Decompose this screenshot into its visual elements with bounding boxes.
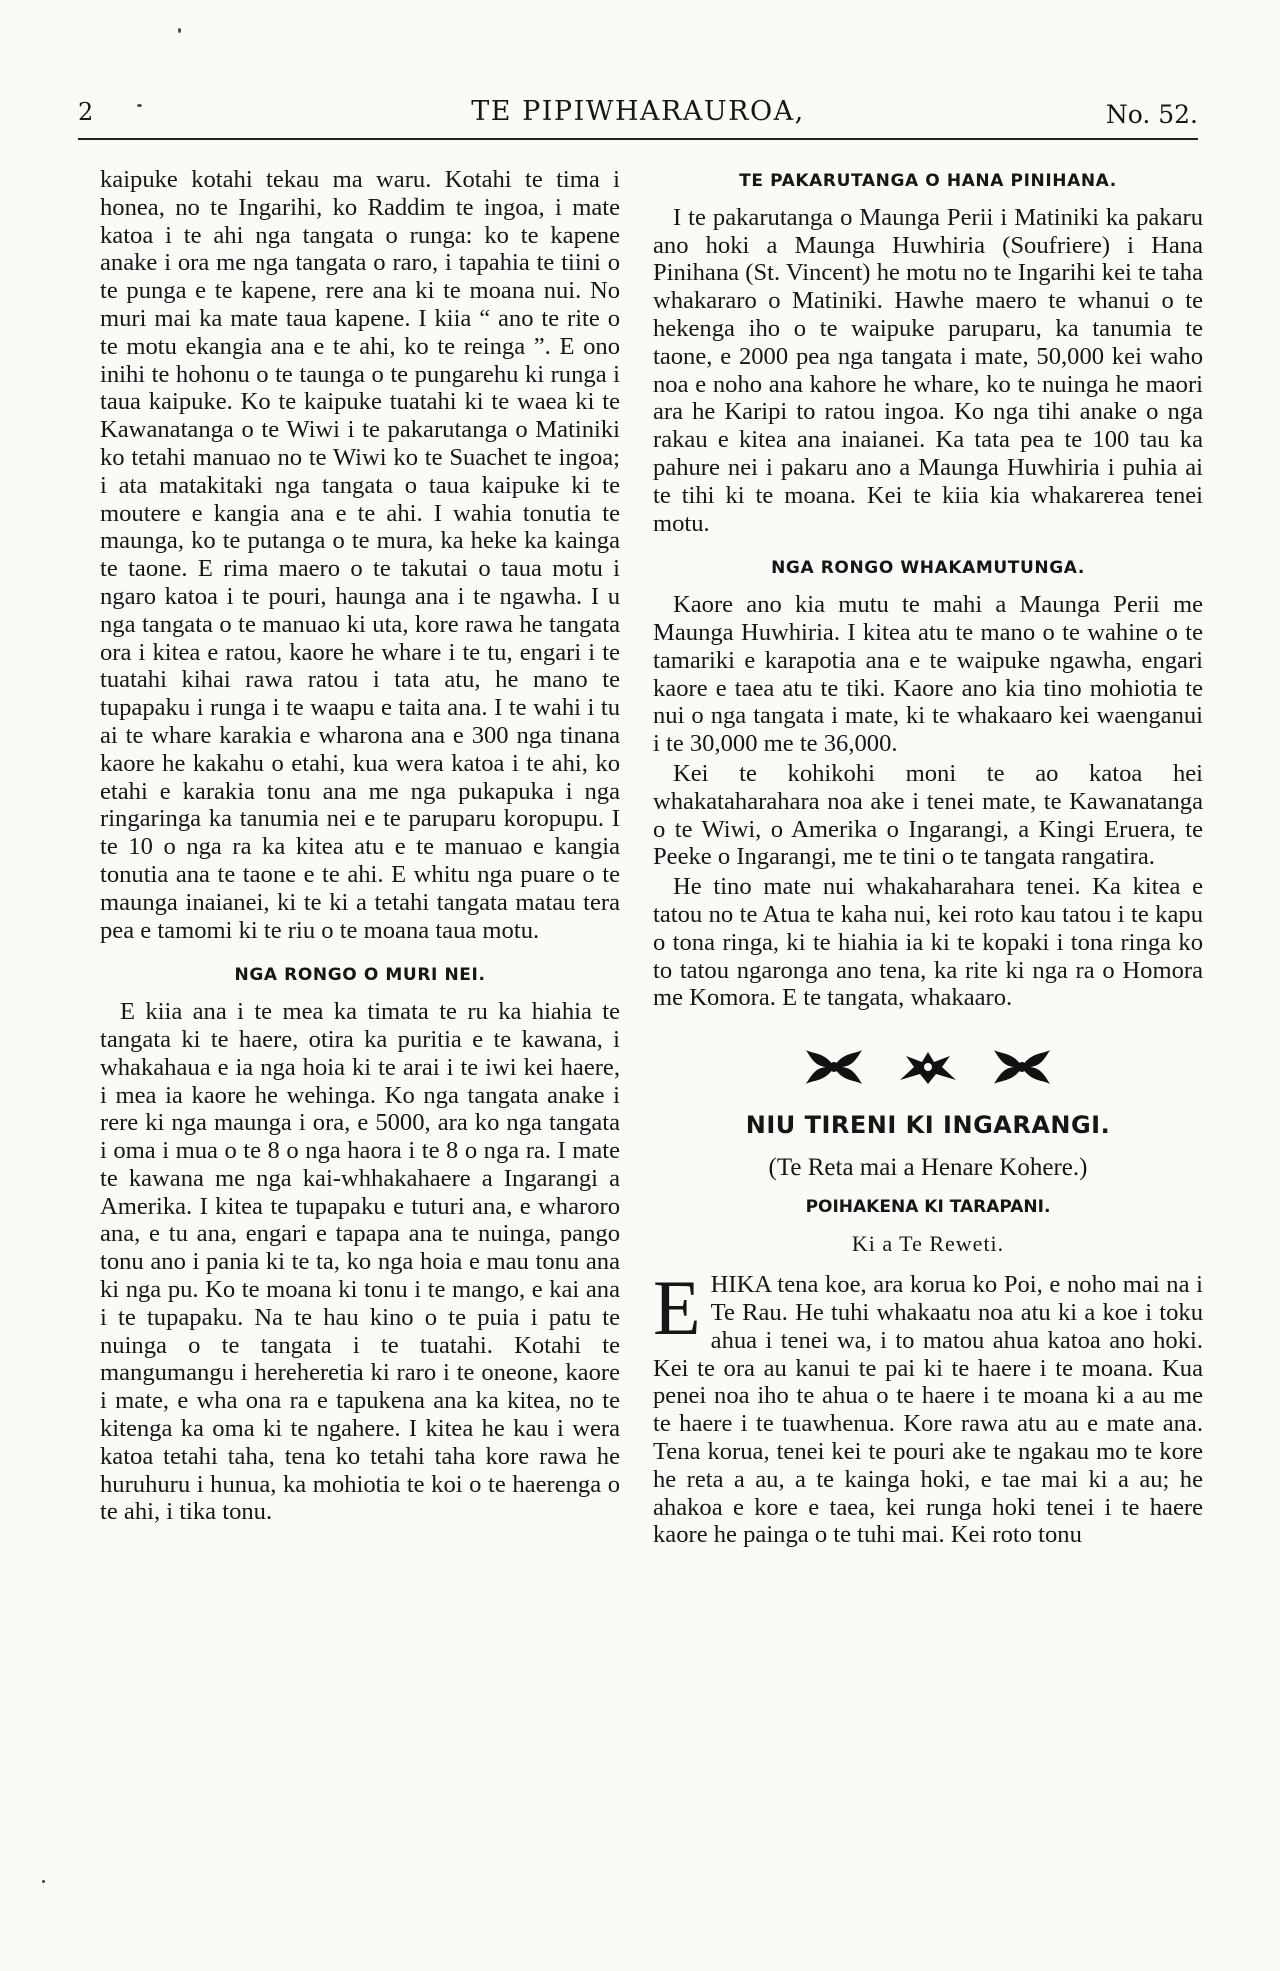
masthead-title: TE PIPIWHARAUROA, [471, 96, 805, 127]
article-paragraph: He tino mate nui whakaharahara tenei. Ka kitea e tatou no te Atua te kaha nui, kei roto kau tatou i te kapu o tona ringa, ki te hiahia ia ki te kopaki i tona ringa ko to tatou ngaronga ano tena, ka rite ki nga ra o Homora me Komora. E te tangata, whakaaro. [653, 873, 1203, 1012]
article-paragraph: kaipuke kotahi tekau ma waru. Kotahi te tima i honea, no te Ingarihi, ko Raddim te ingoa, i mate katoa i te ahi nga tangata o runga: ko te kapene anake i ora me nga tangata o raro, i tapahia te tiini o te punga e te kapene, rere ana ki te moana nui. No muri mai ka mate taua kapene. I kiia “ ano te rite o te motu ekangia ana e te ahi, ko te reinga ”. E ono inihi te hohonu o te taunga o te pungarehu ki runga i taua kaipuke. Ko te kaipuke tuatahi ki te waea ki te Kawanatanga o te Wiwi i te pakarutanga o Matiniki ko tetahi manuao no te Wiwi ko te Suachet te ingoa; i ata matakitaki nga tangata o taua kaipuke ki te moutere e kangia ana e te ahi. I wahia tonutia te maunga, ko te putanga o te mura, ka heke ka kainga te taone. E rima maero o te takutai o taua motu i ngaro katoa i te pouri, haunga ana i te ngawha. I u nga tangata o te manuao ki uta, kore rawa he tangata ora i kitea e ratou, kaore he whare i te tu, engari i te tuatahi kihai rawa ratou i tata atu, he mano te tupapaku i runga i te waapu e taita ana. I te wahi i tu ai te whare karakia e wharona ana e 300 nga tinana kaore he kakahu o etahi, kua wera katoa i te ahi, ko etahi e karakia tonu ana me nga pukapuka i nga ringaringa ka tanumia nei e te paruparu koropupu. I te 10 o nga ra ka kitea atu e te manuao e kangia tonutia ana te taone e te ahi. E whitu nga puare o te maunga inaianei, ki te ki a tetahi tangata matau tera pea e tamomi ki te riu o te moana taua motu. [100, 166, 620, 944]
right-column [653, 166, 1203, 1856]
issue-number: No. 52. [1105, 100, 1198, 129]
section-heading: NGA RONGO WHAKAMUTUNGA. [771, 558, 1085, 579]
article-paragraph: Kaore ano kia mutu te mahi a Maunga Perii me Maunga Huwhiria. I kitea atu te mano o te wahine o te tamariki e karapotia ana e te waipuke ngawha, engari kaore e taea atu te tiki. Kaore ano kia tino mohiotia te nui o nga tangata i mate, ki te whakaaro kei waenganui i te 30,000 me te 36,000. [653, 591, 1203, 758]
article-paragraph: I te pakarutanga o Maunga Perii i Matiniki ka pakaru ano hoki a Maunga Huwhiria (Soufriere) i Hana Pinihana (St. Vincent) he motu no te Ingarihi kei te taha whakararo o Matiniki. Hawhe maero te whanui o te hekenga iho o te waipuke paruparu, ka tanumia te taone, e 2000 pea nga tangata i mate, 50,000 kei waho noa e noho ana kahore he whare, ko te nuinga he maori ara he Karipi to ratou ingoa. Ko nga tihi anake o nga rakau e kitea ana inaianei. Ka tata pea te 100 tau ka pahure nei i pakaru ano a Maunga Huwhiria i puhia ai te tihi ki te moana. Kei te kiia kia whakarerea tenei motu. [653, 203, 1203, 537]
fleuron-icon [992, 1048, 1052, 1086]
print-speck [42, 1880, 45, 1883]
letter-text: HIKA tena koe, ara korua ko Poi, e noho mai na i Te Rau. He tuhi whakaatu noa atu ki a koe i toku ahua i tenei wa, i to matou ahua katoa ano hoki. Kei te ora au kanui te pai ki te haere i te moana. Kua penei noa iho te ahua o te haere i te moana ki a au me te haere i te tuawhenua. Kore rawa atu au e mate ana. Tena korua, tenei kei te pouri ake te ngakau mo te kore he reta a au, a te kainga hoki, e tae mai ki a au; he ahakoa e kore e taea, kei runga hoki tenei i te haere kaore he painga o te tuhi mai. Kei roto tonu [653, 1271, 1203, 1549]
article-paragraph: Kei te kohikohi moni te ao katoa hei whakataharahara noa ake i tenei mate, te Kawanatanga o te Wiwi, o Amerika o Ingarangi, a Kingi Eruera, te Peeke o Ingarangi, me te tini o te tangata rangatira. [653, 759, 1203, 871]
print-speck [137, 104, 142, 107]
section-heading: TE PAKARUTANGA O HANA PINIHANA. [739, 171, 1117, 191]
article-byline: (Te Reta mai a Henare Kohere.) [768, 1153, 1088, 1181]
page-header [78, 92, 1198, 140]
ornament-divider [653, 1048, 1203, 1086]
print-speck [178, 28, 181, 33]
letter-place: POIHAKENA KI TARAPANI. [805, 1196, 1051, 1217]
article-paragraph: E kiia ana i te mea ka timata te ru ka hiahia te tangata ki te haere, otira ka puritia e te kawana, i whakahaua e ia nga hoia ki te arai i te iwi kei haere, i mea ia kaore he wehinga. Ko nga tangata anake i rere ki nga maunga i ora, e 5000, ara ko nga tangata i oma i mua o te 8 o nga haora i te 8 o nga ra. I mate te kawana me nga kai-whhakahaere a Ingarangi a Amerika. I kitea te tupapaku e tuturi ana, e wharoro ana, e tu ana, engari e tapapa ana te nuinga, pango tonu ano i pania ki te ta, ko nga hoia e mau tonu ana ki nga pu. Ko te moana ki tonu i te mango, e kai ana i te tupapaku. Na te hau kino o te puia i patu te nuinga o te tangata i te tuatahi. Kotahi te mangumangu i hereheretia ki raro i te oneone, kaore i mate, e wha ona ra e tapukena ana ka kitea, no te kitenga ka oma ki te ngahere. I kitea he kau i wera katoa tetahi taha, tena ko tetahi taha kore rawa he huruhuru i hunua, ka mohiotia te koi o te haerenga o te ahi, i tika tonu. [100, 998, 620, 1526]
letter-body [653, 1264, 1203, 1549]
left-column [100, 166, 620, 1856]
section-heading: NGA RONGO O MURI NEI. [234, 965, 486, 986]
fleuron-icon [804, 1048, 864, 1086]
page-number: 2 [78, 98, 94, 126]
letter-salutation: Ki a Te Reweti. [851, 1230, 1005, 1256]
fleuron-icon [898, 1048, 958, 1086]
drop-cap: E [653, 1264, 701, 1352]
article-title: NIU TIRENI KI INGARANGI. [745, 1111, 1111, 1140]
